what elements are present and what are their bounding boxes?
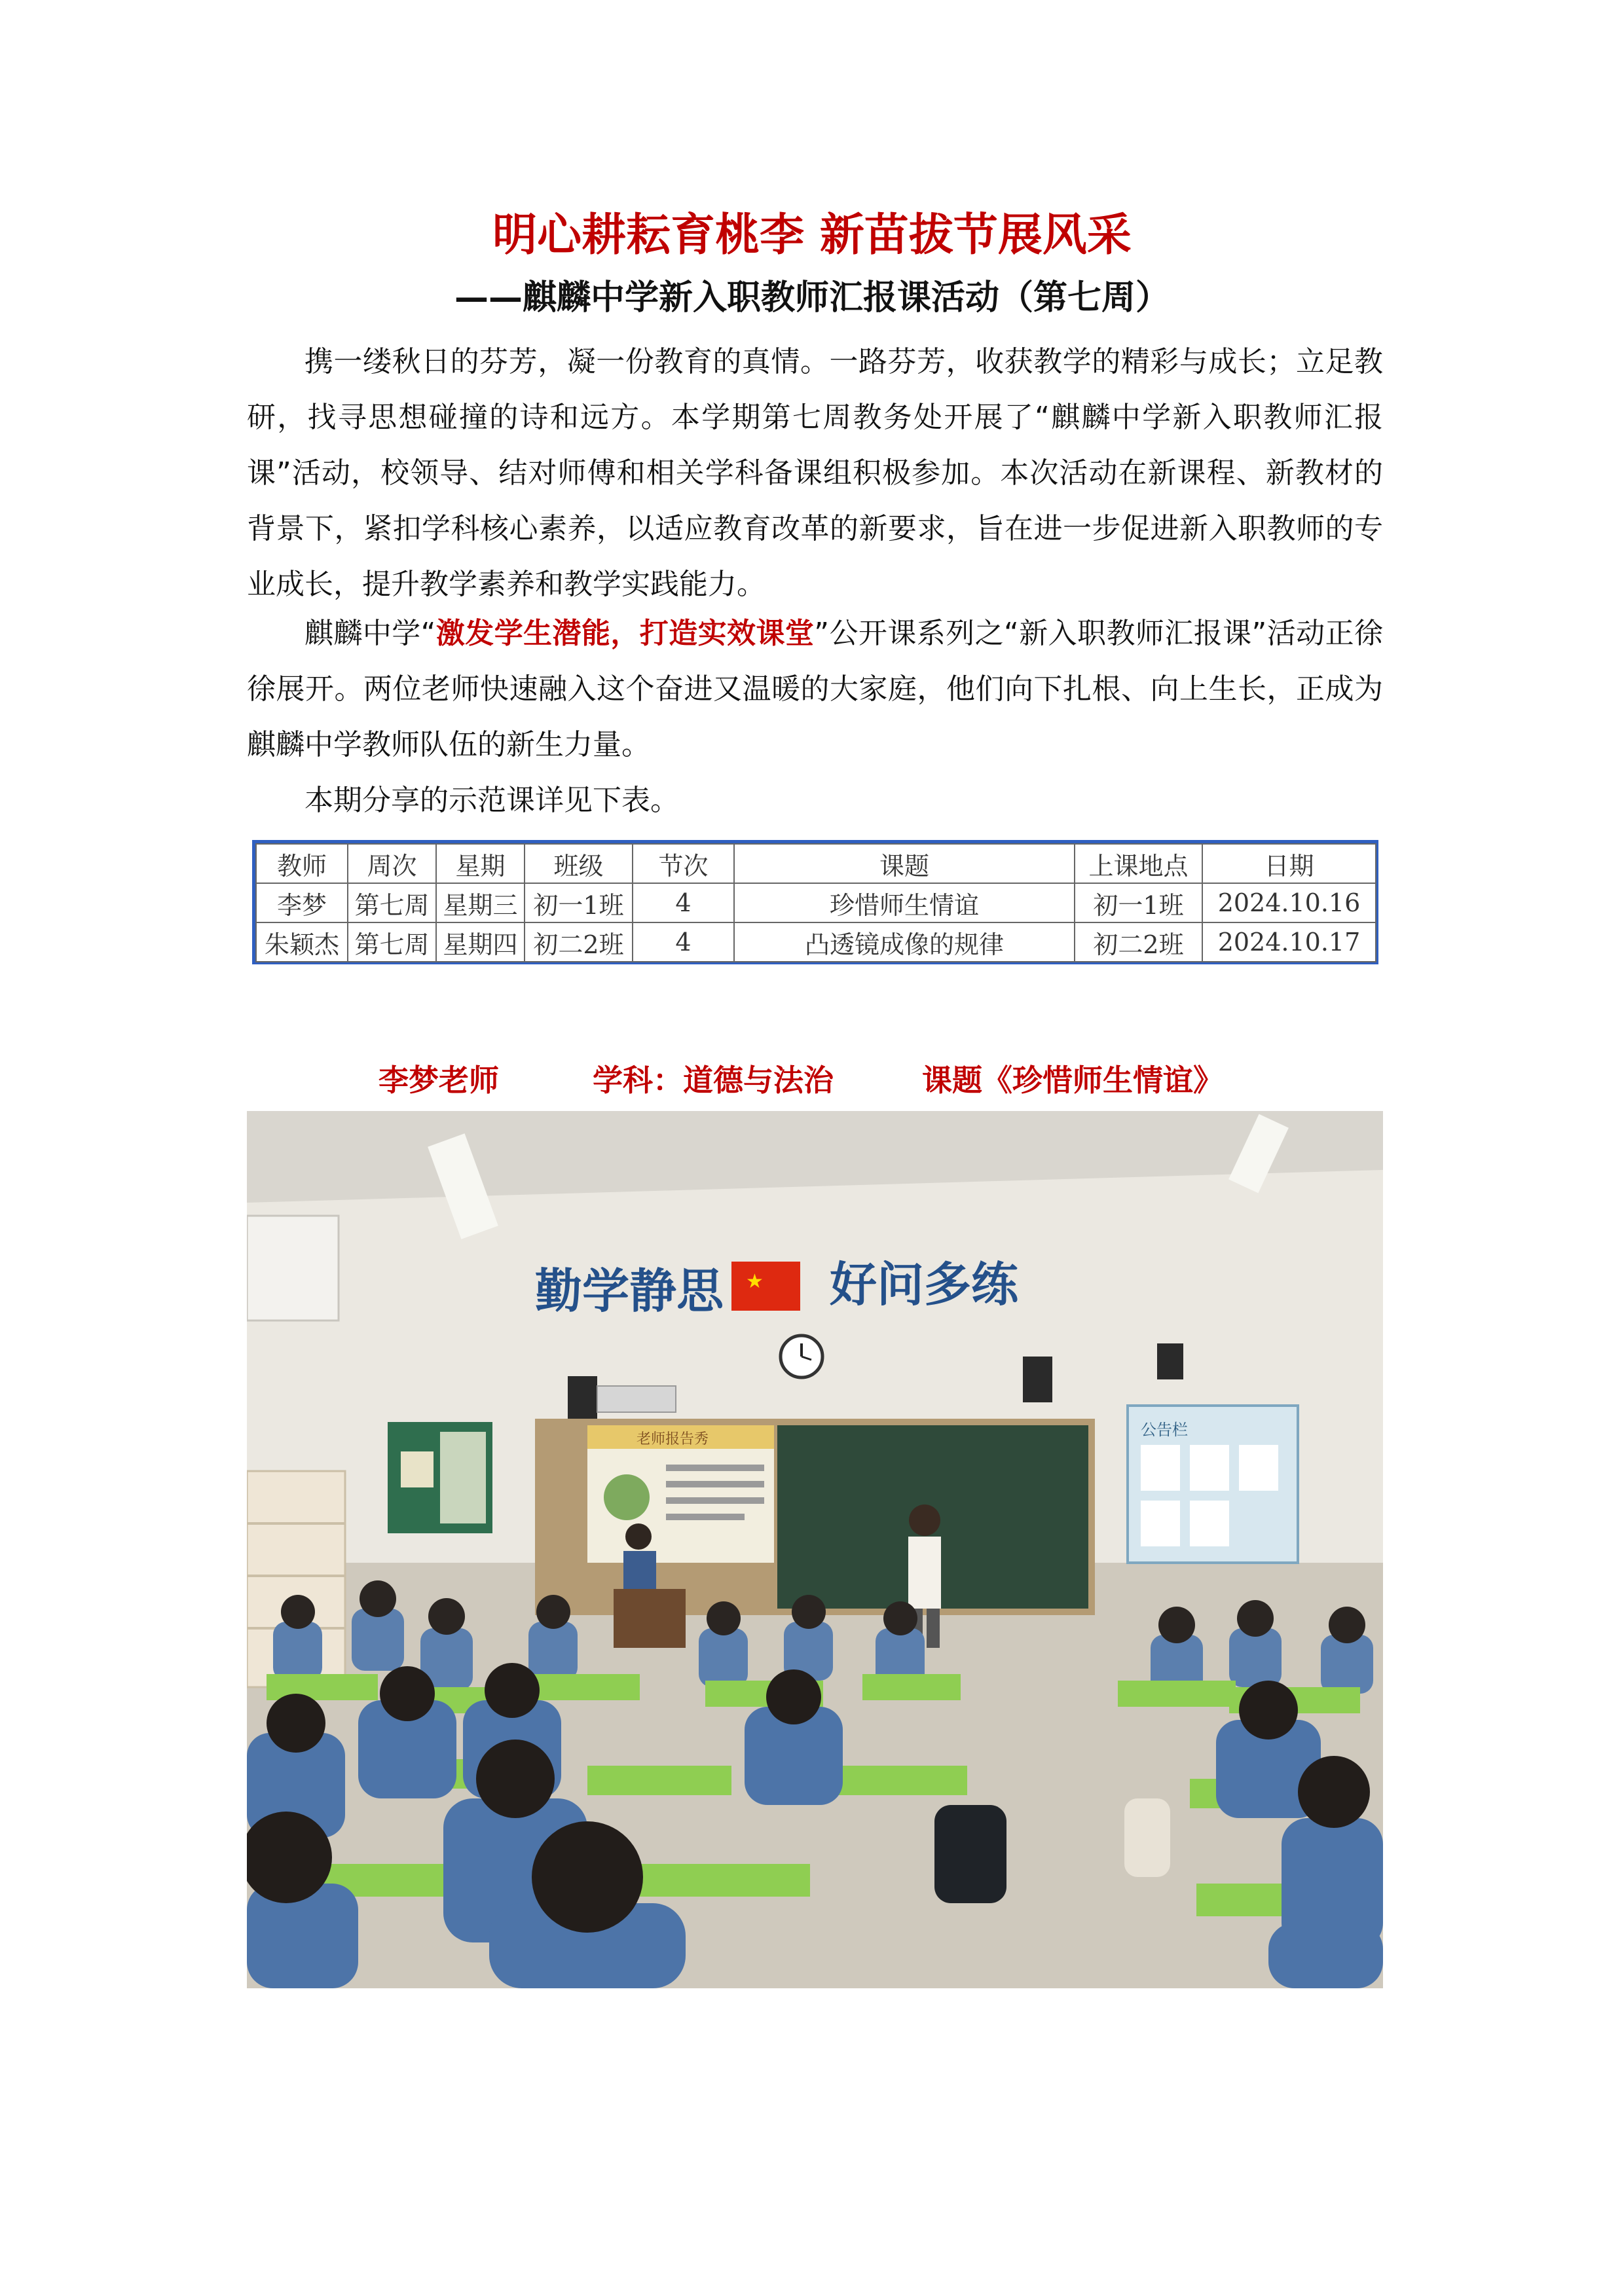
header-cell: 上课地点: [1075, 844, 1202, 883]
header-cell: 课题: [734, 844, 1075, 883]
table-cell: 凸透镜成像的规律: [734, 922, 1075, 962]
table-cell: 4: [633, 883, 734, 922]
activity-slogan-highlight: 激发学生潜能，打造实效课堂: [435, 617, 815, 650]
table-cell: 第七周: [348, 922, 436, 962]
header-cell: 教师: [256, 844, 348, 883]
header-cell: 节次: [633, 844, 734, 883]
table-cell: 初二2班: [1075, 922, 1202, 962]
table-intro-paragraph: 本期分享的示范课详见下表。: [304, 784, 679, 817]
table-row: [256, 883, 1376, 922]
table-cell: 2024.10.16: [1202, 883, 1376, 922]
table-cell: 星期三: [436, 883, 525, 922]
svg-text:★: ★: [746, 1270, 764, 1293]
header-cell: 星期: [436, 844, 525, 883]
activity-text-after: ”公开课系列之“新入职教师汇报课”活动正徐徐展开。两位老师快速融入这个奋进又温暖的大家庭，他们向下扎根、向上生长，正成为麒麟中学教师队伍的新生力量。: [247, 617, 1384, 761]
header-cell: 周次: [348, 844, 436, 883]
classroom-photo: [247, 1111, 1383, 1988]
table-cell: 朱颖杰: [256, 922, 348, 962]
table-cell: 星期四: [436, 922, 525, 962]
caption-teacher: 李梦老师: [378, 1063, 499, 1098]
table-cell: 4: [633, 922, 734, 962]
intro-paragraph: 携一缕秋日的芬芳，凝一份教育的真情。一路芬芳，收获教学的精彩与成长；立足教研，找寻思想碰撞的诗和远方。本学期第七周教务处开展了“麒麟中学新入职教师汇报课”活动，校领导、结对师傅和相关学科备课组积极参加。本次活动在新课程、新教材的背景下，紧扣学科核心素养，以适应教育改革的新要求，旨在进一步促进新入职教师的专业成长，提升教学素养和教学实践能力。: [247, 345, 1383, 601]
table-cell: 2024.10.17: [1202, 922, 1376, 962]
activity-text-before: 麒麟中学“: [304, 617, 436, 650]
slogan-right: 好问多练: [830, 1256, 1019, 1312]
schedule-table-frame: [252, 840, 1378, 964]
caption-topic: 课题《珍惜师生情谊》: [922, 1063, 1223, 1098]
table-cell: 初一1班: [1075, 883, 1202, 922]
slogan-banner: [535, 1256, 1020, 1319]
table-cell: 初一1班: [525, 883, 633, 922]
slide-title: 老师报告秀: [637, 1431, 709, 1448]
table-cell: 李梦: [256, 883, 348, 922]
table-cell: 珍惜师生情谊: [734, 883, 1075, 922]
table-header-row: [256, 844, 1376, 883]
backpack-icon: [934, 1805, 1006, 1903]
schedule-table: [255, 843, 1376, 962]
header-cell: 日期: [1202, 844, 1376, 883]
table-cell: 第七周: [348, 883, 436, 922]
page-subtitle: ——麒麟中学新入职教师汇报课活动（第七周）: [454, 278, 1170, 318]
page-title: 明心耕耘育桃李 新苗拔节展风采: [492, 210, 1132, 261]
activity-paragraph: [247, 606, 1383, 773]
table-cell: 初二2班: [525, 922, 633, 962]
caption-subject: 学科：道德与法治: [593, 1063, 834, 1098]
notice-board-label: 公告栏: [1141, 1421, 1188, 1439]
table-row: [256, 922, 1376, 962]
slogan-left: 勤学静思: [535, 1263, 724, 1319]
header-cell: 班级: [525, 844, 633, 883]
